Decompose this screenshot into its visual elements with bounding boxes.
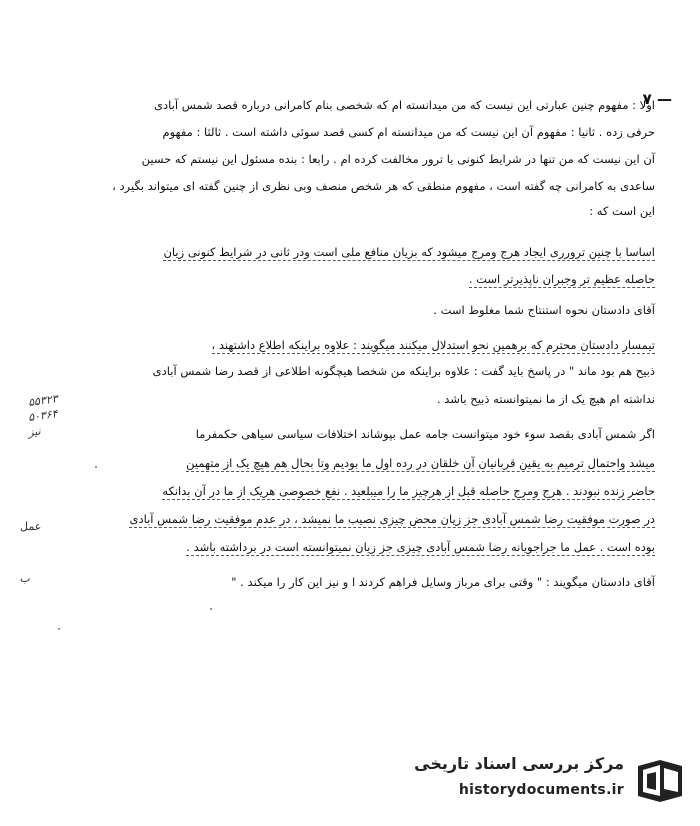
margin-mark: ب [20, 572, 31, 585]
text-line: بوده است . عمل ما جراجویانه رضا شمس آبادی چیزی جز زیان نمیتوانسته است در برداشته باشد . [186, 540, 655, 554]
text-line: اگر شمس آبادی بقصد سوء خود میتوانست جامه عمل بپوشاند اختلافات سیاسی سیاهی حکمفرما [195, 427, 655, 441]
text-line: اولا : مفهوم چنین عبارتی این نیست که من میدانسته ام که شخصی بنام کامرانی درباره قصد شمس آبادی [154, 98, 655, 112]
text-line: این است که : [589, 204, 655, 218]
text-line: در صورت موفقیت رضا شمس آبادی جز زیان محض چیزی نصیب ما نمیشد ، در عدم موفقیت رضا شمس آبادی [129, 512, 655, 526]
footer-watermark [390, 752, 686, 808]
org-name: مرکز بررسی اسناد تاریخی [414, 754, 624, 773]
text-line: آن این نیست که من تنها در شرایط کنونی با ترور مخالفت کرده ام . رابعا : بنده مسئول این نیستم که حسین [141, 152, 655, 166]
text-line: حرفی زده . ثانیا : مفهوم آن این نیست که من میدانسته ام کسی قصد سوئی داشته است . ثالثا : مفهوم [162, 125, 655, 139]
text-line: حاصله عظیم تر وجبران ناپذیرتر است . [468, 272, 655, 286]
margin-note-line: نیز [27, 424, 42, 440]
text-line: حاضر زنده نبودند . هرج ومرج حاصله قبل از هرچیز ما را میبلعید . نفع خصوصی هریک از ما در آن بدانکه [162, 484, 655, 498]
text-line: ذبیح هم بود ماند " در پاسخ باید گفت : علاوه براینکه من شخصا هیچگونه اطلاعی از قصد رضا شمس آبادی [152, 364, 655, 378]
margin-note-line: ۵۵۳۲۳ [27, 392, 59, 410]
text-line: تیمسار دادستان محترم که برهمین نحو استدلال میکنند میگویند : علاوه براینکه اطلاع داشتهند ، [211, 338, 655, 352]
text-line: آقای دادستان میگویند : " وقتی برای مرباز وسایل فراهم کردند ا و نیز این کار را میکند . " [231, 575, 655, 589]
text-line: میشد واحتمال ترمیم به یقین قربانیان آن خلقان در رده اول ما بودیم وتا بحال هم هیچ یک از متهمین [186, 456, 655, 470]
text-line: نداشته ام هیچ یک از ما نمیتوانسته ذبیح باشد . [436, 392, 655, 406]
org-url: historydocuments.ir [458, 782, 624, 798]
page-number: ۷ — [642, 90, 672, 108]
scan-speck [58, 628, 60, 630]
margin-handwritten-note [28, 392, 74, 444]
margin-note-line: ۵۰۳۶۴ [27, 407, 59, 425]
text-line: آقای دادستان نحوه استنتاج شما مغلوط است . [433, 303, 655, 317]
scan-speck [210, 608, 212, 610]
margin-mark: عمل [20, 520, 42, 533]
book-logo-icon [634, 756, 686, 804]
text-line: ساعدی به کامرانی چه گفته است ، مفهوم منطقی که هر شخص منصف وبی نظری از چنین گفته ای میتواند بگیرد ، [112, 179, 655, 193]
text-line: اساسا با چنین ترورری ایجاد هرج ومرج میشود که بزیان منافع ملی است ودر ثانی در شرایط کنونی زیان [163, 245, 655, 259]
scan-speck [95, 466, 97, 468]
